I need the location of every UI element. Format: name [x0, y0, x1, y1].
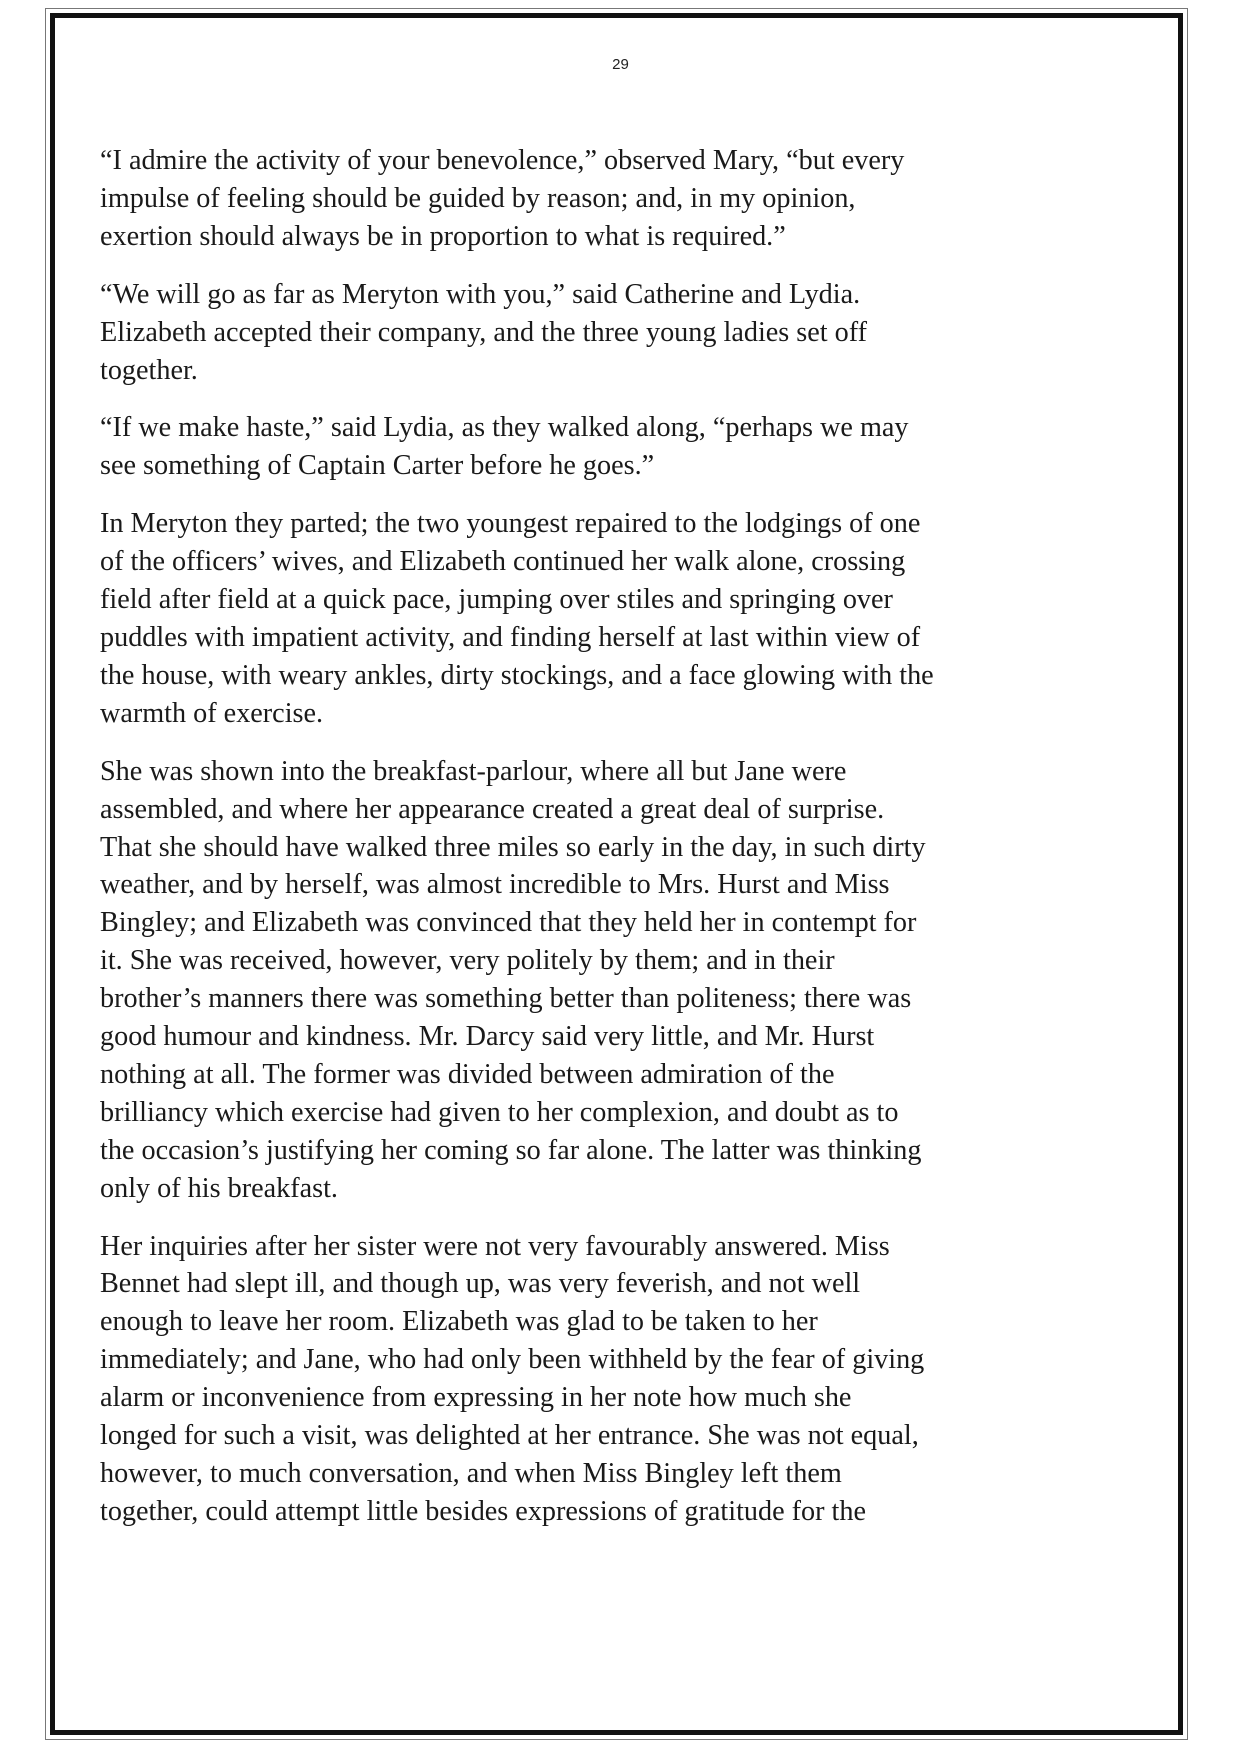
text-line: of the officers’ wives, and Elizabeth continued her walk alone, crossing: [100, 546, 906, 578]
text-line: field after field at a quick pace, jumping over stiles and springing over: [100, 584, 893, 616]
text-line: good humour and kindness. Mr. Darcy said very little, and Mr. Hurst: [100, 1021, 875, 1053]
text-line: Bennet had slept ill, and though up, was very feverish, and not well: [100, 1268, 861, 1300]
text-line: impulse of feeling should be guided by reason; and, in my opinion,: [100, 182, 856, 214]
paragraph: [100, 409, 1100, 485]
text-line: She was shown into the breakfast-parlour, where all but Jane were: [100, 755, 847, 787]
text-line: see something of Captain Carter before he goes.”: [100, 450, 655, 482]
paragraph: [100, 1228, 1100, 1531]
text-line: it. She was received, however, very politely by them; and in their: [100, 945, 835, 977]
text-line: In Meryton they parted; the two youngest repaired to the lodgings of one: [100, 508, 921, 540]
text-line: nothing at all. The former was divided between admiration of the: [100, 1058, 835, 1090]
paragraph: [100, 276, 1100, 390]
text-line: immediately; and Jane, who had only been withheld by the fear of giving: [100, 1344, 925, 1376]
text-line: only of his breakfast.: [100, 1172, 338, 1204]
text-line: That she should have walked three miles so early in the day, in such dirty: [100, 831, 926, 863]
text-line: Bingley; and Elizabeth was convinced that they held her in contempt for: [100, 907, 917, 939]
text-line: the occasion’s justifying her coming so far alone. The latter was thinking: [100, 1134, 922, 1166]
text-line: warmth of exercise.: [100, 697, 324, 729]
text-line: exertion should always be in proportion to what is required.”: [100, 220, 786, 252]
text-line: together, could attempt little besides expressions of gratitude for the: [100, 1495, 866, 1527]
paragraph: [100, 753, 1100, 1208]
text-line: Her inquiries after her sister were not very favourably answered. Miss: [100, 1230, 890, 1262]
text-line: the house, with weary ankles, dirty stockings, and a face glowing with the: [100, 659, 934, 691]
text-line: weather, and by herself, was almost incredible to Mrs. Hurst and Miss: [100, 869, 890, 901]
text-line: Elizabeth accepted their company, and the three young ladies set off: [100, 316, 868, 348]
text-line: together.: [100, 354, 198, 386]
page-number: 29: [612, 56, 629, 73]
text-line: puddles with impatient activity, and finding herself at last within view of: [100, 621, 921, 653]
text-line: brilliancy which exercise had given to her complexion, and doubt as to: [100, 1096, 899, 1128]
text-line: alarm or inconvenience from expressing in her note how much she: [100, 1382, 852, 1414]
paragraph: [100, 505, 1100, 732]
text-body: [100, 142, 1100, 1551]
text-line: however, to much conversation, and when Miss Bingley left them: [100, 1458, 842, 1489]
text-line: longed for such a visit, was delighted at her entrance. She was not equal,: [100, 1420, 919, 1452]
text-line: enough to leave her room. Elizabeth was glad to be taken to her: [100, 1306, 818, 1338]
text-line: “I admire the activity of your benevolence,” observed Mary, “but every: [100, 145, 905, 176]
paragraph: [100, 142, 1100, 256]
text-line: “We will go as far as Meryton with you,” said Catherine and Lydia.: [100, 278, 861, 310]
text-line: brother’s manners there was something better than politeness; there was: [100, 983, 912, 1015]
text-line: “If we make haste,” said Lydia, as they walked along, “perhaps we may: [100, 412, 909, 444]
text-line: assembled, and where her appearance created a great deal of surprise.: [100, 793, 885, 825]
